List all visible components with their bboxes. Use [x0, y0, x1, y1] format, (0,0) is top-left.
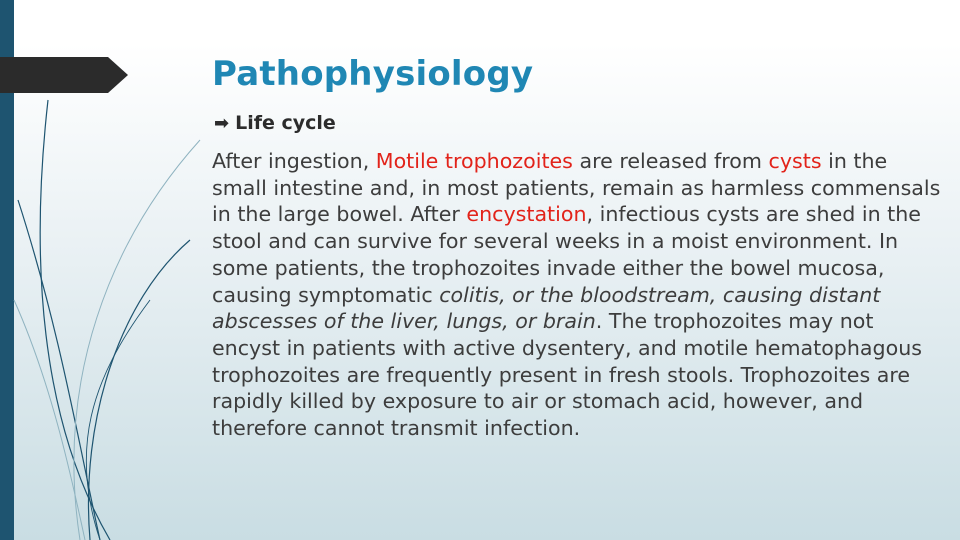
body-paragraph	[212, 148, 942, 442]
paragraph-segment: in the small intestine and, in most patients, remain as harmless commensals in the large bowel. After	[212, 149, 941, 227]
highlight-term: cysts	[768, 149, 822, 173]
paragraph-segment: . The trophozoites may not encyst in patients with active dysentery, and motile hematophagous trophozoites are frequently present in fresh stools. Trophozoites are rapidly killed by exposure to air or stomach acid, however, and therefore cannot transmit infection.	[212, 309, 923, 441]
paragraph-segment: , infectious cysts are shed in the stool and can survive for several weeks in a moist environment. In some patients, the trophozoites invade either the bowel mucosa, causing symptomatic	[212, 202, 921, 307]
italic-segment: colitis, or the bloodstream, causing distant abscesses of the liver, lungs, or brain	[212, 282, 881, 334]
right-arrow-icon: ➡	[214, 113, 230, 134]
highlight-term: encystation	[466, 202, 587, 227]
bullet-label: Life cycle	[235, 112, 336, 134]
title-tab-shape	[0, 57, 128, 93]
bullet-life-cycle	[214, 112, 336, 134]
highlight-term: Motile trophozoites	[375, 149, 573, 173]
paragraph-segment: After ingestion,	[212, 149, 376, 173]
paragraph-segment: are released from	[572, 149, 769, 173]
slide-title: Pathophysiology	[212, 54, 534, 94]
